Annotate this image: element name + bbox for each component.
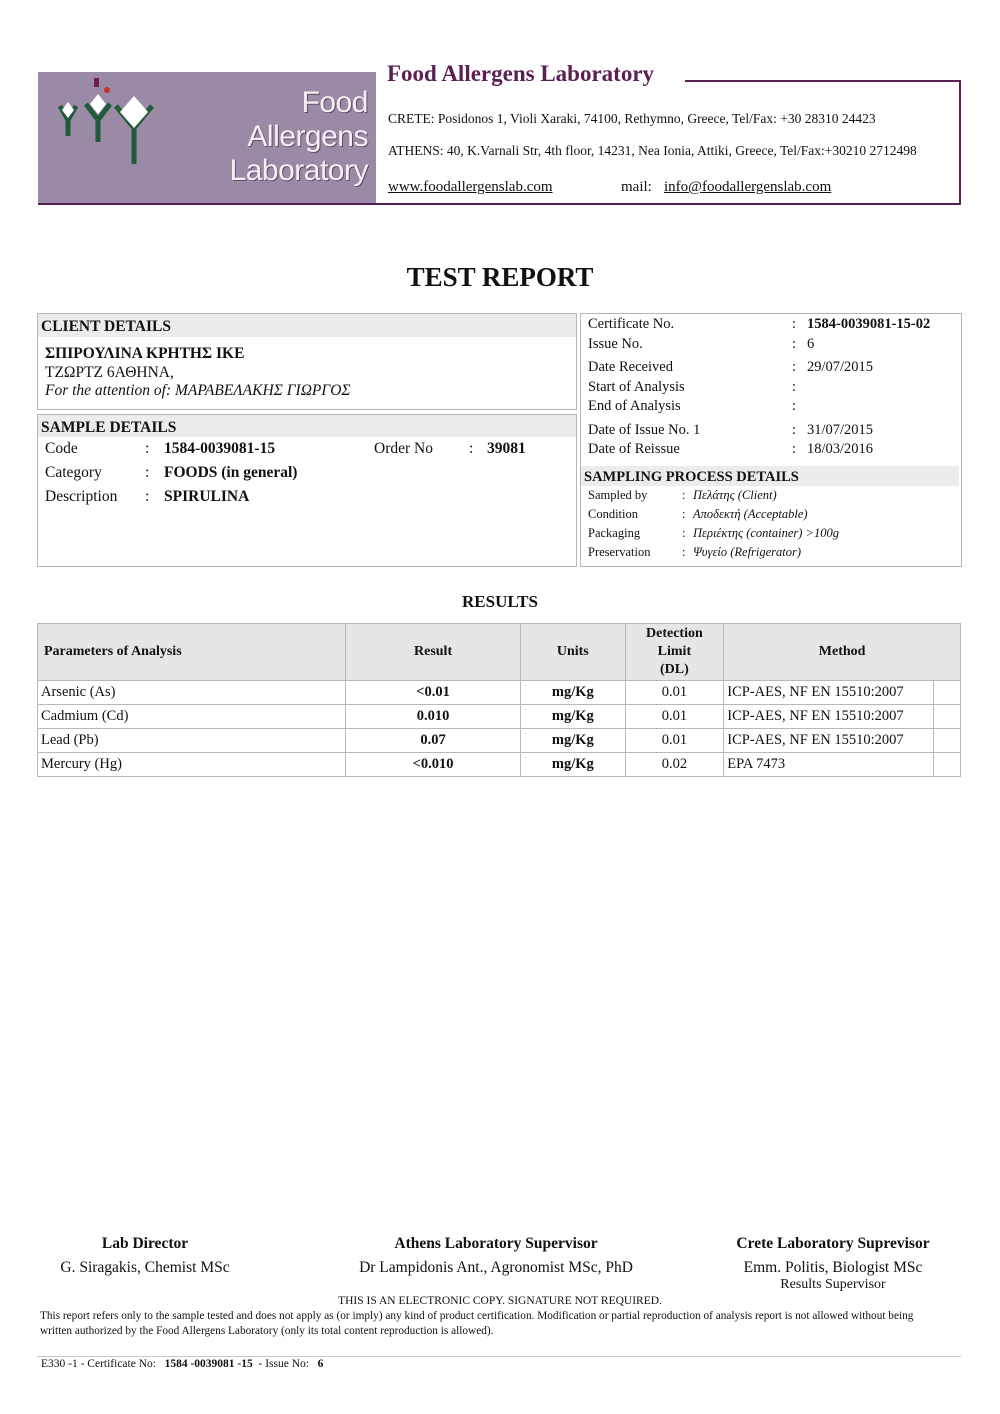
form-code: E330 -1 - Certificate No: — [41, 1358, 156, 1370]
order-label: Order No — [374, 440, 433, 457]
sampling-details-heading: SAMPLING PROCESS DETAILS — [581, 466, 959, 486]
footer-divider — [37, 1356, 961, 1357]
start-analysis-label: Start of Analysis — [588, 379, 685, 395]
preservation-value: Ψυγείο (Refrigerator) — [693, 545, 802, 559]
end-analysis-label: End of Analysis — [588, 398, 681, 414]
row-units: mg/Kg — [521, 729, 626, 753]
page-title: TEST REPORT — [406, 262, 594, 292]
category-label: Category — [45, 464, 102, 481]
sample-details-box — [37, 414, 577, 567]
order-colon: : — [469, 440, 474, 457]
certificate-no-label: Certificate No. — [588, 316, 675, 332]
col-dl-line1: Detection — [646, 626, 703, 641]
footer-cert-no: 1584 -0039081 -15 — [164, 1358, 253, 1370]
director-title: Lab Director — [101, 1235, 189, 1252]
code-label: Code — [45, 440, 78, 457]
sampled-by-value: Πελάτης (Client) — [693, 488, 777, 502]
crete-supervisor-title: Crete Laboratory Suprevisor — [736, 1235, 930, 1252]
colon: : — [792, 359, 797, 375]
colon: : — [682, 507, 686, 521]
website-link[interactable]: www.foodallergenslab.com — [388, 179, 553, 195]
attention-line — [45, 382, 351, 400]
row-param: Mercury (Hg) — [38, 753, 346, 777]
results-table — [37, 623, 961, 777]
client-details-box — [37, 313, 577, 410]
condition-label: Condition — [588, 507, 639, 521]
colon: : — [792, 398, 797, 414]
form-footer — [41, 1358, 323, 1370]
condition-value: Αποδεκτή (Acceptable) — [693, 507, 808, 521]
athens-supervisor-name: Dr Lampidonis Ant., Agronomist MSc, PhD — [359, 1259, 633, 1276]
table-row — [38, 681, 961, 705]
colon: : — [792, 316, 797, 332]
category-value: FOODS (in general) — [164, 464, 298, 481]
electronic-copy-note: THIS IS AN ELECTRONIC COPY. SIGNATURE NOT REQUIRED. — [338, 1295, 662, 1307]
client-details-heading: CLIENT DETAILS — [38, 314, 576, 337]
athens-address: ATHENS: 40, K.Varnali Str, 4th floor, 14231, Nea Ionia, Attiki, Greece, Tel/Fax:+30210 2712498 — [388, 143, 917, 158]
disclaimer-line-1: This report refers only to the sample tested and does not apply as (or imply) any kind of product certification. Modification or partial reproduction of analysis report is not allowed without being — [40, 1310, 914, 1322]
colon: : — [792, 422, 797, 438]
code-colon: : — [145, 440, 150, 457]
issue-no-value: 6 — [807, 336, 815, 352]
certificate-no-value: 1584-0039081-15-02 — [807, 316, 931, 332]
table-row — [38, 753, 961, 777]
col-dl-line2: Limit — [657, 644, 692, 659]
colon: : — [682, 488, 686, 502]
row-method: EPA 7473 — [724, 753, 934, 777]
director-name: G. Siragakis, Chemist MSc — [60, 1259, 230, 1276]
sampled-by-label: Sampled by — [588, 488, 648, 502]
colon: : — [792, 336, 797, 352]
athens-supervisor-title: Athens Laboratory Supervisor — [394, 1235, 598, 1252]
description-label: Description — [45, 488, 118, 505]
date-reissue-value: 18/03/2016 — [807, 441, 874, 457]
date-received-value: 29/07/2015 — [807, 359, 874, 375]
attention-label: For the attention of: — [45, 382, 172, 399]
row-extra-cell — [934, 729, 961, 753]
row-extra-cell — [934, 681, 961, 705]
row-param: Lead (Pb) — [38, 729, 346, 753]
row-method: ICP-AES, NF EN 15510:2007 — [724, 705, 934, 729]
colon: : — [792, 379, 797, 395]
sample-details-heading: SAMPLE DETAILS — [38, 415, 576, 437]
colon: : — [682, 545, 686, 559]
client-address: ΤΖΩΡΤΖ 6ΑΘΗΝΑ, — [45, 364, 174, 381]
flask-logo-icon — [46, 76, 176, 176]
row-method: ICP-AES, NF EN 15510:2007 — [724, 729, 934, 753]
disclaimer-line-2: written authorized by the Food Allergens Laboratory (only its total content reproduction is allowed). — [40, 1325, 494, 1337]
row-result: 0.010 — [346, 705, 521, 729]
row-units: mg/Kg — [521, 681, 626, 705]
description-value: SPIRULINA — [164, 488, 250, 505]
row-dl: 0.01 — [625, 729, 724, 753]
attention-name: ΜΑΡΑΒΕΛΑΚΗΣ ΓΙΩΡΓΟΣ — [175, 382, 351, 399]
logo-wordmark — [178, 86, 368, 188]
email-link[interactable]: info@foodallergenslab.com — [664, 179, 832, 195]
results-heading: RESULTS — [462, 592, 538, 611]
crete-supervisor-role: Results Supervisor — [780, 1277, 886, 1292]
crete-address: CRETE: Posidonos 1, Violi Xaraki, 74100, Rethymno, Greece, Tel/Fax: +30 28310 24423 — [388, 111, 876, 126]
colon: : — [792, 441, 797, 457]
category-colon: : — [145, 464, 150, 481]
packaging-value: Περιέκτης (container) >100g — [693, 526, 840, 540]
code-value: 1584-0039081-15 — [164, 440, 276, 457]
logo-line-1: Food Allergens — [247, 86, 368, 153]
date-reissue-label: Date of Reissue — [588, 441, 680, 457]
lab-logo — [38, 72, 376, 204]
row-method: ICP-AES, NF EN 15510:2007 — [724, 681, 934, 705]
col-units: Units — [521, 624, 626, 681]
order-value: 39081 — [487, 440, 526, 457]
row-param: Cadmium (Cd) — [38, 705, 346, 729]
logo-line-2: Laboratory — [229, 154, 368, 187]
row-dl: 0.01 — [625, 705, 724, 729]
row-extra-cell — [934, 705, 961, 729]
row-param: Arsenic (As) — [38, 681, 346, 705]
row-dl: 0.01 — [625, 681, 724, 705]
issue-no-label: Issue No. — [588, 336, 643, 352]
row-result: <0.010 — [346, 753, 521, 777]
footer-issue-label: - Issue No: — [258, 1358, 309, 1370]
header-rule — [685, 80, 961, 82]
header-rule-right — [959, 80, 961, 204]
col-param: Parameters of Analysis — [38, 624, 346, 681]
row-dl: 0.02 — [625, 753, 724, 777]
description-colon: : — [145, 488, 150, 505]
crete-supervisor-name: Emm. Politis, Biologist MSc — [743, 1259, 923, 1276]
header-rule-bottom — [38, 203, 961, 205]
lab-name: Food Allergens Laboratory — [387, 61, 655, 86]
certificate-details-box — [580, 313, 962, 567]
client-name: ΣΠΙΡΟΥΛΙΝΑ ΚΡΗΤΗΣ ΙΚΕ — [45, 345, 245, 362]
row-units: mg/Kg — [521, 705, 626, 729]
row-result: <0.01 — [346, 681, 521, 705]
date-issue1-value: 31/07/2015 — [807, 422, 874, 438]
colon: : — [682, 526, 686, 540]
col-detection-limit — [625, 624, 724, 681]
packaging-label: Packaging — [588, 526, 641, 540]
preservation-label: Preservation — [588, 545, 651, 559]
col-dl-line3: (DL) — [660, 662, 689, 677]
table-row — [38, 705, 961, 729]
mail-label: mail: — [621, 179, 652, 195]
table-row — [38, 729, 961, 753]
col-method: Method — [724, 624, 961, 681]
date-received-label: Date Received — [588, 359, 673, 375]
row-extra-cell — [934, 753, 961, 777]
footer-issue-no: 6 — [317, 1358, 324, 1370]
date-issue1-label: Date of Issue No. 1 — [588, 422, 701, 438]
col-result: Result — [346, 624, 521, 681]
row-units: mg/Kg — [521, 753, 626, 777]
row-result: 0.07 — [346, 729, 521, 753]
results-header-row — [38, 624, 961, 681]
